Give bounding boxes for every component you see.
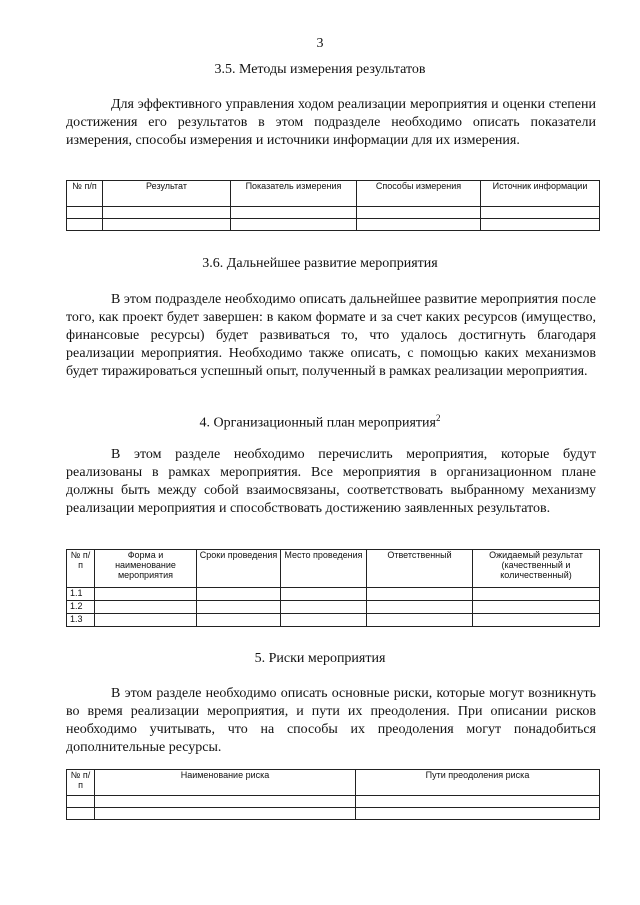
org-header-dates: Сроки проведения [197, 550, 281, 588]
measurement-header-method: Способы измерения [357, 181, 481, 207]
page-number: 3 [316, 36, 324, 51]
measurement-table [66, 180, 600, 231]
measurement-header-result: Результат [103, 181, 231, 207]
section-3-6-paragraph: В этом подразделе необходимо описать дальнейшее развитие мероприятия после того, как проект будет завершен: в каком формате и за счет каких ресурсов (имущество, финансовые ресурсы) будет развиваться то, что удалось достигнуть благодаря реализации мероприятия. Необходимо также описать, с помощью каких механизмов будет тиражироваться успешный опыт, полученный в рамках реализации мероприятия. [66, 292, 596, 379]
measurement-header-num: № п/п [67, 181, 103, 207]
risks-header-ways: Пути преодоления риска [356, 770, 600, 796]
risks-header-name: Наименование риска [95, 770, 356, 796]
table-row: 1.3 [67, 614, 600, 627]
section-3-5-heading: 3.5. Методы измерения результатов [214, 62, 426, 77]
risks-table [66, 769, 600, 820]
section-3-5-paragraph: Для эффективного управления ходом реализации мероприятия и оценки степени достижения его результатов в этом подразделе необходимо описать показатели измерения, способы измерения и источники информации для их измерения. [66, 97, 596, 148]
table-row [67, 796, 600, 808]
table-row [67, 219, 600, 231]
org-header-form: Форма и наименование мероприятия [95, 550, 197, 588]
section-5-heading: 5. Риски мероприятия [254, 651, 386, 666]
table-row: 1.2 [67, 601, 600, 614]
footnote-mark: 2 [435, 413, 441, 423]
measurement-header-indicator: Показатель измерения [231, 181, 357, 207]
section-4-paragraph: В этом разделе необходимо перечислить мероприятия, которые будут реализованы в рамках мероприятия. Все мероприятия в организационном плане должны быть между собой взаимосвязаны, соответствовать выбранному механизму реализации мероприятия и способствовать достижению заявленных результатов. [66, 447, 596, 516]
measurement-header-source: Источник информации [481, 181, 600, 207]
org-header-responsible: Ответственный [367, 550, 473, 588]
risks-header-num: № п/п [67, 770, 95, 796]
org-plan-table [66, 549, 600, 627]
section-3-6-heading: 3.6. Дальнейшее развитие мероприятия [202, 256, 438, 271]
org-header-num: № п/п [67, 550, 95, 588]
table-row [67, 207, 600, 219]
section-5-paragraph: В этом разделе необходимо описать основные риски, которые могут возникнуть во время реализации мероприятия, и пути их преодоления. При описании рисков необходимо учитывать, что на способы их преодоления могут понадобиться дополнительные ресурсы. [66, 686, 596, 755]
section-4-heading: 4. Организационный план мероприятия$^2$ [199, 413, 441, 431]
org-header-expected: Ожидаемый результат (качественный и количественный) [473, 550, 600, 588]
table-row [67, 808, 600, 820]
org-header-place: Место проведения [281, 550, 367, 588]
table-row: 1.1 [67, 588, 600, 601]
